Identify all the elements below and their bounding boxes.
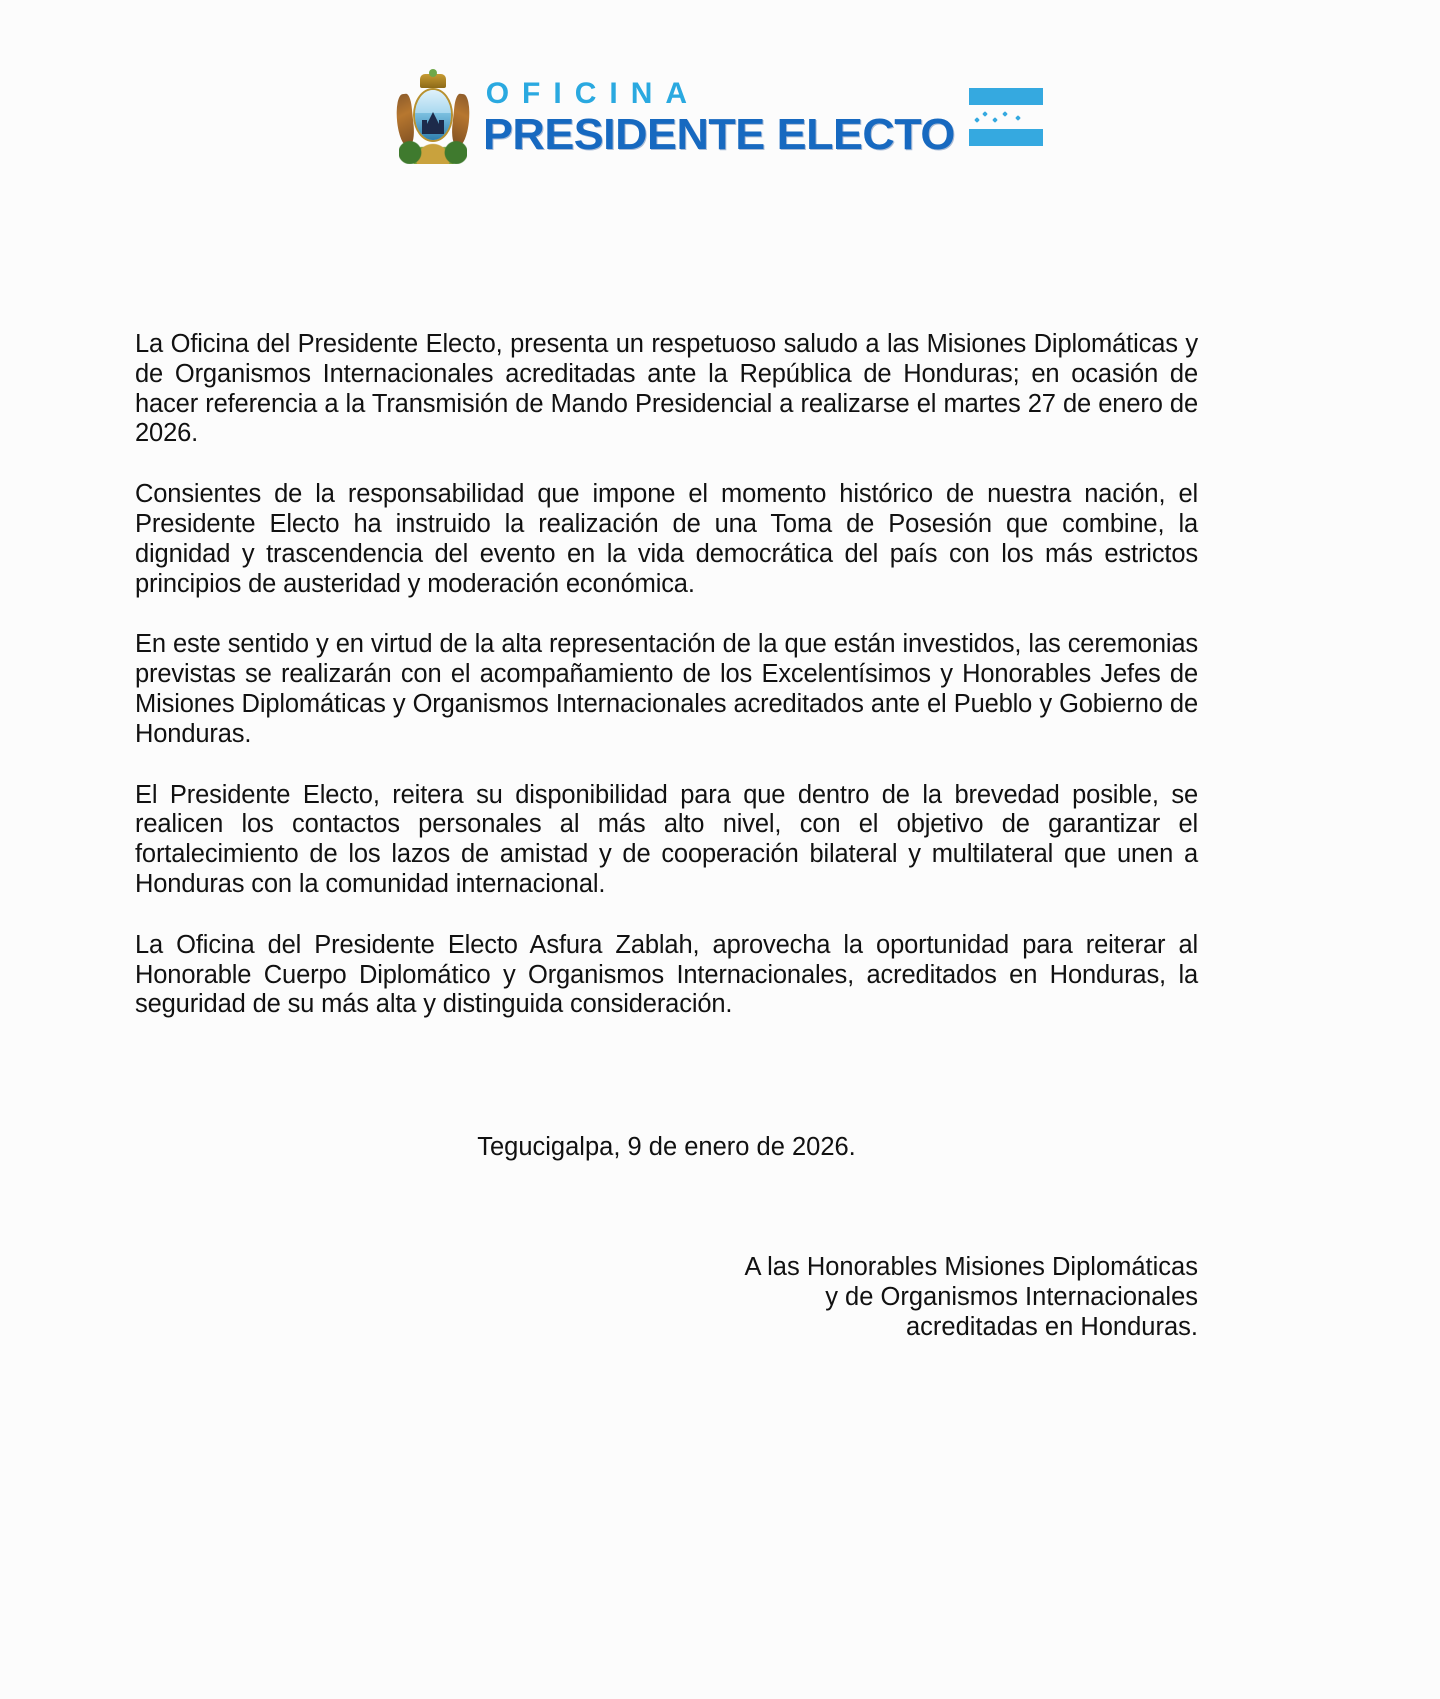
- honduras-flag-icon: [969, 88, 1043, 146]
- body-paragraph: En este sentido y en virtud de la alta representación de la que están investidos, las ceremonias previstas se realizarán con el acompañamiento de los Excelentísimos y Honorables Jefes de Misiones Diplomáticas y Organismos Internacionales acreditados ante el Pueblo y Gobierno de Honduras.: [135, 630, 1198, 748]
- flag-bar-top: [969, 88, 1043, 105]
- body-paragraph: El Presidente Electo, reitera su disponibilidad para que dentro de la brevedad posible, se realicen los contactos personales al más alto nivel, con el objetivo de garantizar el fortalecimiento de los lazos de amistad y de cooperación bilateral y multilateral que unen a Honduras con la comunidad internacional.: [135, 780, 1198, 898]
- addressee-line-2: y de Organismos Internacionales: [825, 1283, 1198, 1311]
- flag-star: [992, 117, 998, 123]
- addressee-line-3: acreditadas en Honduras.: [905, 1313, 1198, 1341]
- document-body: [135, 330, 1198, 1020]
- flag-star: [1015, 115, 1021, 121]
- wordmark-oficina: OFICINA: [485, 77, 701, 110]
- dateline: Tegucigalpa, 9 de enero de 2026.: [477, 1133, 856, 1161]
- wordmark-presidente-electo: PRESIDENTE ELECTO: [482, 110, 955, 159]
- office-logo-lockup: [397, 72, 1044, 164]
- flag-stars: [969, 109, 1043, 126]
- flag-star: [974, 117, 980, 123]
- document-header: [0, 72, 1440, 164]
- crest-sky: [415, 90, 451, 113]
- crest-crown: [420, 74, 446, 88]
- crest-pyramid: [422, 112, 444, 134]
- addressee-block: [744, 1252, 1198, 1342]
- body-paragraph: Consientes de la responsabilidad que impone el momento histórico de nuestra nación, el Presidente Electo ha instruido la realización de una Toma de Posesión que combine, la dignidad y trascendencia del evento en la vida democrática del país con los más estrictos principios de austeridad y moderación económica.: [135, 480, 1198, 598]
- flag-star: [982, 111, 988, 117]
- crest-foliage: [399, 134, 467, 164]
- body-paragraph: La Oficina del Presidente Electo, presenta un respetuoso saludo a las Misiones Diplomáticas y de Organismos Internacionales acreditadas ante la República de Honduras; en ocasión de hacer referencia a la Transmisión de Mando Presidencial a realizarse el martes 27 de enero de 2026.: [135, 330, 1198, 448]
- flag-bar-bottom: [969, 129, 1043, 146]
- addressee-line-1: A las Honorables Misiones Diplomáticas: [744, 1253, 1198, 1281]
- body-paragraph: La Oficina del Presidente Electo Asfura Zablah, aprovecha la oportunidad para reiterar al Honorable Cuerpo Diplomático y Organismos Internacionales, acreditados en Honduras, la seguridad de su más alta y distinguida consideración.: [135, 930, 1198, 1019]
- flag-star: [1002, 111, 1008, 117]
- honduras-coat-of-arms-icon: [397, 72, 469, 164]
- office-wordmark: [482, 77, 955, 159]
